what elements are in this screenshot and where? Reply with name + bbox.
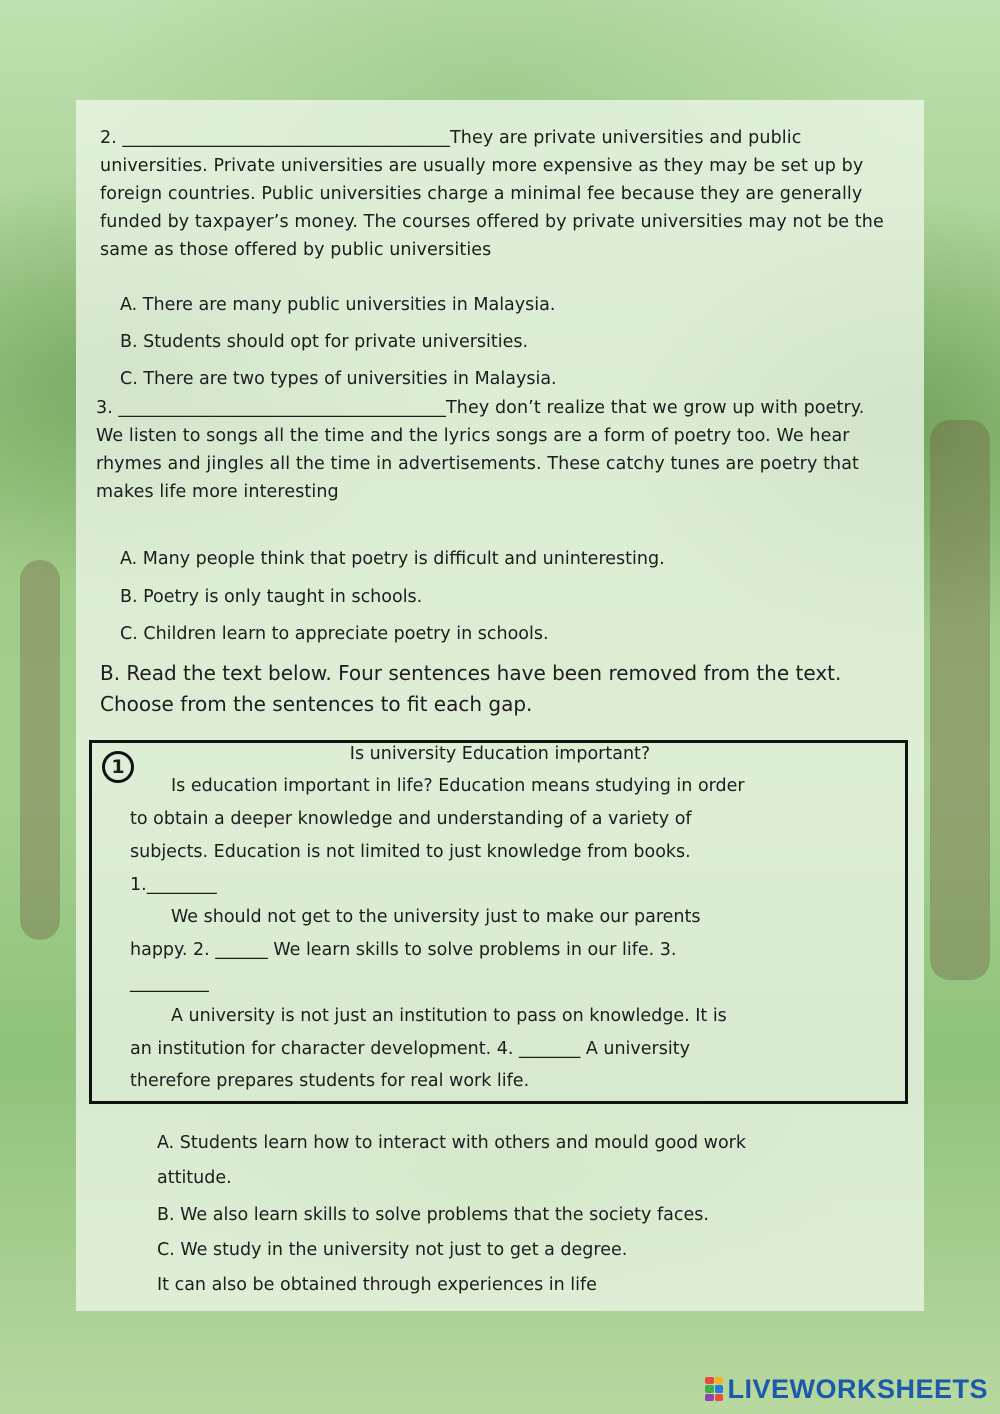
passage-line-with-gap-4[interactable]: an institution for character development. 4. _______ A university (130, 1039, 690, 1059)
question-3-option-b[interactable]: B. Poetry is only taught in schools. (120, 587, 423, 607)
question-2-option-c[interactable]: C. There are two types of universities in Malaysia. (120, 369, 557, 389)
question-2-option-b[interactable]: B. Students should opt for private universities. (120, 332, 529, 352)
liveworksheets-logo (705, 1372, 988, 1406)
gap-3-input[interactable]: _________ (130, 973, 209, 993)
answer-option-a[interactable]: A. Students learn how to interact with others and mould good work (157, 1133, 747, 1153)
passage-line: subjects. Education is not limited to just knowledge from books. (130, 842, 691, 862)
answer-option-b[interactable]: B. We also learn skills to solve problems that the society faces. (157, 1205, 709, 1225)
passage-line: Is education important in life? Education means studying in order (171, 776, 745, 796)
liveworksheets-logo-icon (705, 1377, 723, 1401)
answer-option-d[interactable]: It can also be obtained through experiences in life (157, 1275, 597, 1295)
passage-line-with-gap-2[interactable]: happy. 2. ______ We learn skills to solve problems in our life. 3. (130, 940, 677, 960)
answer-option-a-continued[interactable]: attitude. (157, 1168, 232, 1188)
question-3-option-a[interactable]: A. Many people think that poetry is difficult and uninteresting. (120, 549, 665, 569)
passage-number-badge: 1 (102, 751, 134, 783)
question-2-option-a[interactable]: A. There are many public universities in Malaysia. (120, 295, 556, 315)
gap-1-input[interactable]: 1.________ (130, 875, 217, 895)
passage-line: A university is not just an institution to pass on knowledge. It is (171, 1006, 727, 1026)
question-2-text: 2. _____________________________________They are private universities and public universities. Private universities are usually more expensive as they may be set up by foreign countries. Public universities charge a minimal fee because they are generally funded by taxpayer’s money. The courses offered by private universities may not be the same as those offered by public universities (100, 128, 884, 260)
answer-option-c[interactable]: C. We study in the university not just to get a degree. (157, 1240, 628, 1260)
section-b-instruction: B. Read the text below. Four sentences have been removed from the text. Choose from the sentences to fit each gap. (100, 661, 842, 716)
passage-title: Is university Education important? (349, 744, 651, 764)
background-tree-trunk (930, 420, 990, 980)
question-3-option-c[interactable]: C. Children learn to appreciate poetry in schools. (120, 624, 549, 644)
passage-line: to obtain a deeper knowledge and understanding of a variety of (130, 809, 692, 829)
passage-line: therefore prepares students for real work life. (130, 1071, 530, 1091)
question-3-text: 3. _____________________________________They don’t realize that we grow up with poetry. We listen to songs all the time and the lyrics songs are a form of poetry too. We hear rhymes and jingles all the time in advertisements. These catchy tunes are poetry that makes life more interesting (96, 398, 865, 502)
liveworksheets-logo-text: LIVEWORKSHEETS (727, 1373, 988, 1404)
passage-line: We should not get to the university just to make our parents (171, 907, 701, 927)
